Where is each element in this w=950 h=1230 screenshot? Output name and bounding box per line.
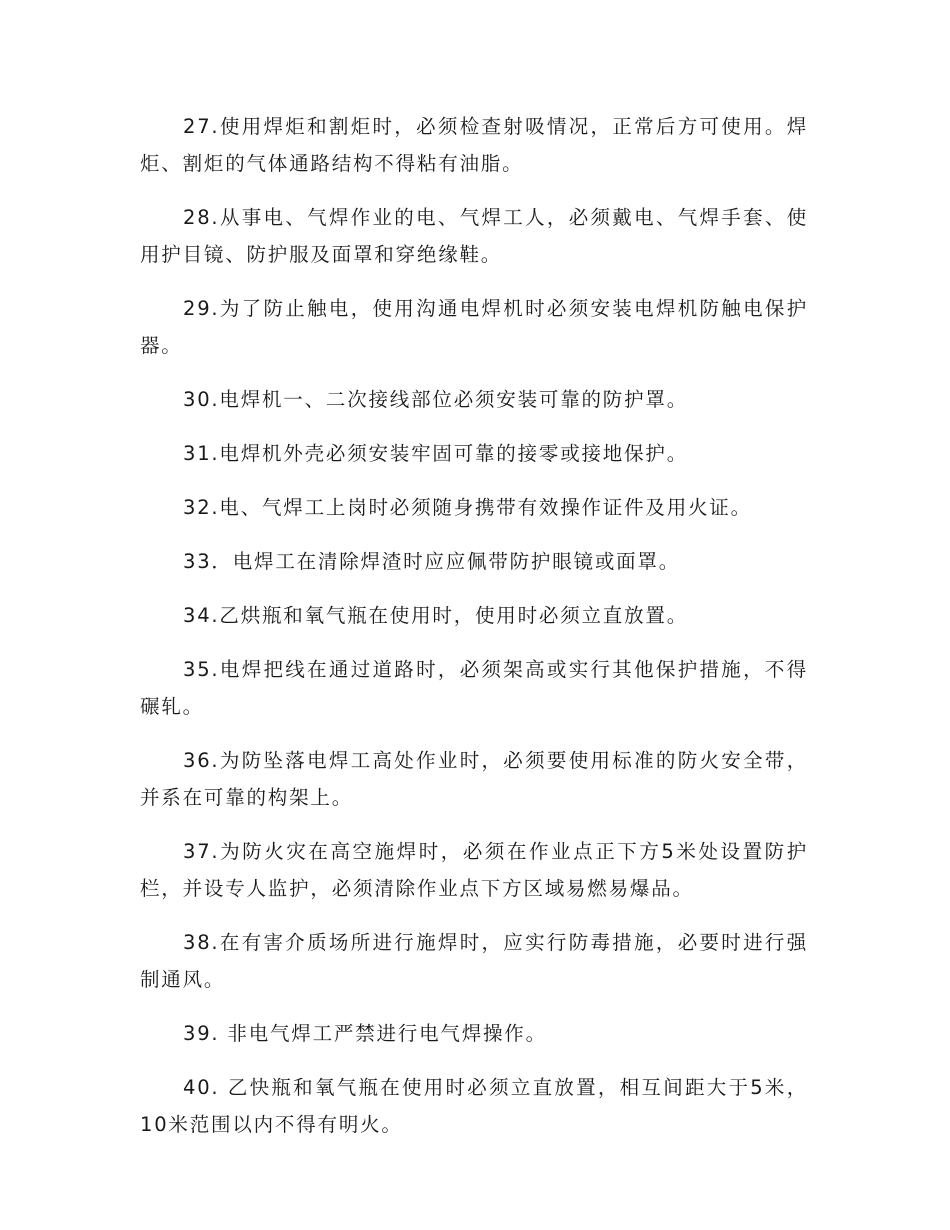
document-body <box>140 108 808 1160</box>
rule-item-32: 32.电、气焊工上岗时必须随身携带有效操作证件及用火证。 <box>183 496 752 519</box>
rule-item-30: 30.电焊机一、二次接线部位必须安装可靠的防护罩。 <box>183 388 689 411</box>
rule-item-31: 31.电焊机外壳必须安装牢固可靠的接零或接地保护。 <box>183 442 689 465</box>
rule-item-34: 34.乙烘瓶和氧气瓶在使用时，使用时必须立直放置。 <box>183 604 689 627</box>
rule-item-40: 40. 乙快瓶和氧气瓶在使用时必须立直放置，相互间距大于5米，10米范围以内不得有明火。 <box>140 1076 808 1136</box>
rule-item-29: 29.为了防止触电，使用沟通电焊机时必须安装电焊机防触电保护器。 <box>140 297 808 357</box>
rule-item-28: 28.从事电、气焊作业的电、气焊工人，必须戴电、气焊手套、使用护目镜、防护服及面罩和穿绝缘鞋。 <box>140 206 808 266</box>
rule-item-37: 37.为防火灾在高空施焊时，必须在作业点正下方5米处设置防护栏，并设专人监护，必须清除作业点下方区域易燃易爆品。 <box>140 840 808 900</box>
rule-item-33: 33．电焊工在清除焊渣时应应佩带防护眼镜或面罩。 <box>183 550 681 573</box>
rule-item-39: 39. 非电气焊工严禁进行电气焊操作。 <box>183 1022 547 1045</box>
rule-item-27: 27.使用焊炬和割炬时，必须检查射吸情况，正常后方可使用。焊炬、割炬的气体通路结构不得粘有油脂。 <box>140 115 808 175</box>
rule-item-35: 35.电焊把线在通过道路时，必须架高或实行其他保护措施，不得碾轧。 <box>140 658 808 718</box>
rule-item-36: 36.为防坠落电焊工高处作业时，必须要使用标准的防火安全带，并系在可靠的构架上。 <box>140 749 808 809</box>
rule-item-38: 38.在有害介质场所进行施焊时，应实行防毒措施，必要时进行强制通风。 <box>140 931 808 991</box>
